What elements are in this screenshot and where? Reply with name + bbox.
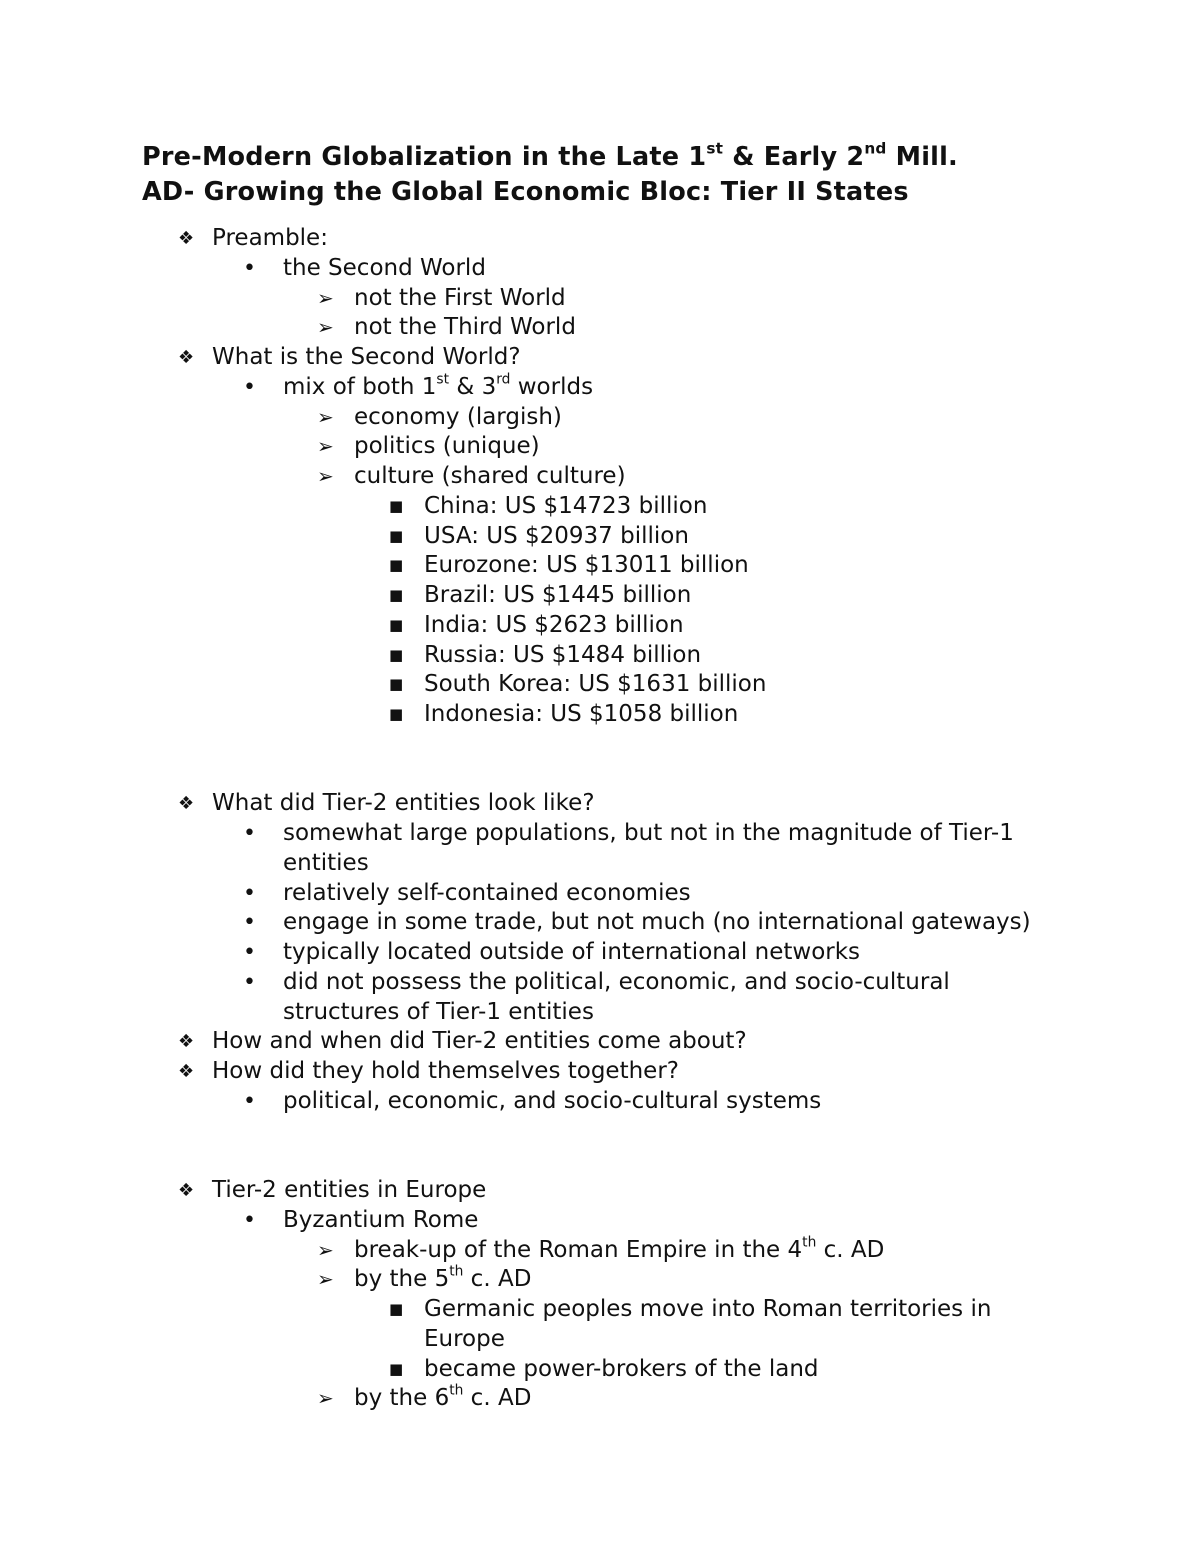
list-item: ■ India: US $2623 billion <box>0 611 1200 641</box>
blank-line <box>0 1146 1200 1176</box>
dot-bullet-icon: • <box>243 374 256 400</box>
square-bullet-icon: ■ <box>389 556 404 575</box>
diamond-bullet-icon: ❖ <box>178 228 195 249</box>
list-item: • the Second World <box>0 254 1200 284</box>
title-part: Pre-Modern Globalization in the Late 1 <box>142 142 707 172</box>
outline-heading: ❖ How and when did Tier-2 entities come about? <box>0 1027 1200 1057</box>
arrow-bullet-icon: ➢ <box>317 285 334 310</box>
arrow-bullet-icon: ➢ <box>317 464 334 488</box>
list-item: ■ Indonesia: US $1058 billion <box>0 700 1200 730</box>
dot-bullet-icon: • <box>243 1088 256 1114</box>
list-item: • somewhat large populations, but not in the magnitude of Tier-1 <box>0 819 1200 849</box>
dot-bullet-icon: • <box>243 255 256 281</box>
diamond-bullet-icon: ❖ <box>178 793 195 815</box>
arrow-bullet-icon: ➢ <box>317 404 334 429</box>
square-bullet-icon: ■ <box>389 496 404 515</box>
arrow-bullet-icon: ➢ <box>317 1386 334 1411</box>
list-item: ■ Russia: US $1484 billion <box>0 641 1200 671</box>
list-item: ■ South Korea: US $1631 billion <box>0 670 1200 700</box>
square-bullet-icon: ■ <box>389 1300 404 1318</box>
list-item: • mix of both 1st & 3rd worlds <box>0 373 1200 403</box>
list-item: ➢ by the 6th c. AD <box>0 1384 1200 1414</box>
list-item: • Byzantium Rome <box>0 1206 1200 1236</box>
blank-line <box>0 1117 1200 1147</box>
list-item: • did not possess the political, economic, and socio-cultural <box>0 968 1200 998</box>
list-item: ■ became power-brokers of the land <box>0 1355 1200 1385</box>
title-line-2: AD- Growing the Global Economic Bloc: Tier II States <box>142 177 909 207</box>
outline-heading: ❖ What did Tier-2 entities look like? <box>0 789 1200 819</box>
square-bullet-icon: ■ <box>389 645 404 664</box>
dot-bullet-icon: • <box>243 910 256 936</box>
list-item: ➢ not the Third World <box>0 313 1200 343</box>
list-item: ■ China: US $14723 billion <box>0 492 1200 522</box>
list-item-continuation: structures of Tier-1 entities <box>283 998 594 1025</box>
list-item: ➢ politics (unique) <box>0 432 1200 462</box>
arrow-bullet-icon: ➢ <box>317 1237 334 1262</box>
list-item: ➢ culture (shared culture) <box>0 462 1200 492</box>
list-item: • political, economic, and socio-cultural systems <box>0 1087 1200 1117</box>
document-title <box>142 140 958 210</box>
title-superscript: nd <box>864 139 887 158</box>
square-bullet-icon: ■ <box>389 705 404 723</box>
list-item: • typically located outside of international networks <box>0 938 1200 968</box>
list-item: ■ USA: US $20937 billion <box>0 522 1200 552</box>
title-part: Mill. <box>886 142 958 172</box>
square-bullet-icon: ■ <box>389 615 404 634</box>
list-item: ■ Germanic peoples move into Roman territories in <box>0 1295 1200 1325</box>
outline-heading: ❖ Tier-2 entities in Europe <box>0 1176 1200 1206</box>
blank-line <box>0 760 1200 790</box>
dot-bullet-icon: • <box>243 821 256 846</box>
square-bullet-icon: ■ <box>389 675 404 694</box>
diamond-bullet-icon: ❖ <box>178 347 195 368</box>
square-bullet-icon: ■ <box>389 526 404 545</box>
title-superscript: st <box>706 139 724 158</box>
list-item: ➢ break-up of the Roman Empire in the 4th c. AD <box>0 1236 1200 1266</box>
arrow-bullet-icon: ➢ <box>317 315 334 340</box>
dot-bullet-icon: • <box>243 1207 256 1233</box>
list-item: • relatively self-contained economies <box>0 879 1200 909</box>
list-item: ■ Brazil: US $1445 billion <box>0 581 1200 611</box>
outline-list <box>0 224 1200 1414</box>
dot-bullet-icon: • <box>243 940 256 965</box>
square-bullet-icon: ■ <box>389 1359 404 1378</box>
square-bullet-icon: ■ <box>389 586 404 604</box>
diamond-bullet-icon: ❖ <box>178 1180 195 1201</box>
list-item: ➢ economy (largish) <box>0 403 1200 433</box>
list-item: ➢ by the 5th c. AD <box>0 1265 1200 1295</box>
dot-bullet-icon: • <box>243 880 256 906</box>
list-item-continuation: Europe <box>424 1325 505 1352</box>
title-part: & Early 2 <box>723 142 865 172</box>
outline-heading: ❖ Preamble: <box>0 224 1200 254</box>
list-item-continuation: entities <box>283 849 369 876</box>
outline-heading: ❖ How did they hold themselves together? <box>0 1057 1200 1087</box>
diamond-bullet-icon: ❖ <box>178 1031 195 1053</box>
blank-line <box>0 730 1200 760</box>
outline-heading: ❖ What is the Second World? <box>0 343 1200 373</box>
arrow-bullet-icon: ➢ <box>317 1267 334 1292</box>
list-item: ➢ not the First World <box>0 284 1200 314</box>
list-item: • engage in some trade, but not much (no international gateways) <box>0 908 1200 938</box>
dot-bullet-icon: • <box>243 969 256 995</box>
list-item: ■ Eurozone: US $13011 billion <box>0 551 1200 581</box>
diamond-bullet-icon: ❖ <box>178 1061 195 1082</box>
arrow-bullet-icon: ➢ <box>317 434 334 459</box>
